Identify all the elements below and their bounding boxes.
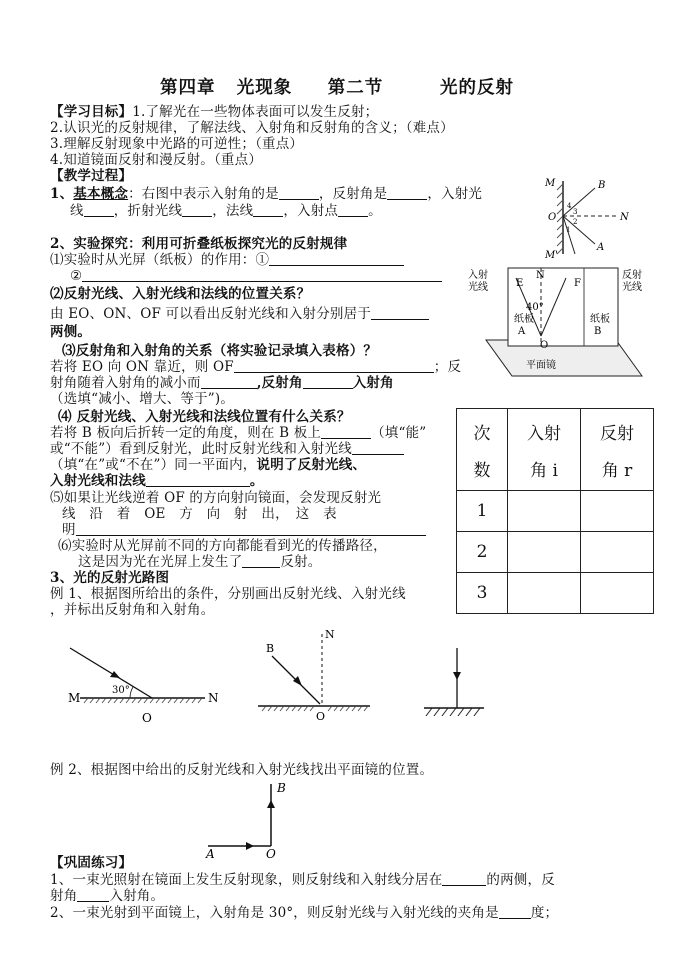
fig-mirror-n2: 2 xyxy=(573,218,578,226)
table-row-3-label: 3 xyxy=(457,573,508,614)
table-cell[interactable] xyxy=(508,491,581,532)
table-header-incident: 入射 角 i xyxy=(508,409,581,491)
fig-mirror-o: O xyxy=(548,212,557,223)
blank-incident-angle[interactable] xyxy=(279,186,319,200)
fig1-angle: 30° xyxy=(112,685,130,696)
table-row-2-label: 2 xyxy=(457,532,508,573)
board-left-label-1: 入射 xyxy=(468,270,488,281)
blank-compare[interactable] xyxy=(303,375,353,389)
blank-sides[interactable] xyxy=(371,306,429,320)
fig1-o: O xyxy=(142,711,152,725)
blank-angle-relation[interactable] xyxy=(77,888,109,902)
table-cell[interactable] xyxy=(508,532,581,573)
q1-line-1: 1、基本概念：右图中表示入射角的是 ，反射角是 ，入射光 xyxy=(50,186,483,202)
blank-incident-ray[interactable] xyxy=(84,203,114,217)
q2-s2a: 由 EO、ON、OF 可以看出反射光线和入射分别居于 xyxy=(50,306,429,322)
q2-s2: ⑵反射光线、入射光线和法线的位置关系？ xyxy=(50,286,311,302)
practice-2: 2、一束光射到平面镜上，入射角是 30°，则反射光线与入射光线的夹角是 度； xyxy=(50,905,559,921)
board-n: N xyxy=(536,270,545,281)
objective-line-3: 3.理解反射现象中光路的可逆性；（重点） xyxy=(50,136,304,152)
q2-s2b: 两侧。 xyxy=(50,324,92,340)
fig2-n: N xyxy=(325,628,335,641)
q3-ex1b: ，并标出反射角和入射角。 xyxy=(50,602,215,618)
fig4-o: O xyxy=(266,847,276,861)
board-b-1: 纸板 xyxy=(590,314,610,325)
blank-screen-role-1[interactable] xyxy=(269,252,404,266)
fig-mirror-m: M xyxy=(545,178,556,189)
fig2-b: B xyxy=(266,642,275,655)
q1-line-2: 线 ，折射光线 ，法线 ，入射点 。 xyxy=(70,203,382,219)
q3-ex1a: 例 1、根据图所给出的条件，分别画出反射光线、入射光线 xyxy=(50,586,406,602)
fig4-a: A xyxy=(206,847,215,861)
blank-incident-point[interactable] xyxy=(338,203,368,217)
objectives-label: 【学习目标】 xyxy=(50,104,133,120)
page-title xyxy=(160,74,514,99)
q2-s1: ⑴实验时从光屏（纸板）的作用：① xyxy=(50,252,404,268)
fig-mirror-b: B xyxy=(598,180,606,191)
objective-line-2: 2.认识光的反射规律，了解法线、入射角和反射角的含义；（难点） xyxy=(50,120,454,136)
blank-screen-role-2[interactable] xyxy=(82,268,442,282)
board-e: E xyxy=(516,278,524,289)
fig4-b: B xyxy=(277,781,286,795)
blank-reversible[interactable] xyxy=(76,522,426,536)
fig-mirror-a: A xyxy=(597,242,605,253)
example-figure-1 xyxy=(60,630,230,730)
practice-label: 【巩固练习】 xyxy=(50,855,133,871)
title-chapter: 第四章 xyxy=(160,78,216,98)
blank-normal[interactable] xyxy=(253,203,283,217)
blank-law[interactable] xyxy=(146,473,250,487)
q2-s4a: 若将 B 板向后折转一定的角度，则在 B 板上 （填“能” xyxy=(50,425,427,441)
board-o: O xyxy=(540,340,549,351)
q2-s3a: 若将 EO 向 ON 靠近，则 OF ；反 xyxy=(50,359,462,375)
record-table xyxy=(456,408,654,614)
table-header-count: 次 数 xyxy=(457,409,508,491)
blank-diffuse[interactable] xyxy=(242,554,280,568)
board-a-2: A xyxy=(518,326,526,337)
board-right-label-1: 反射 xyxy=(622,270,642,281)
objective-line-1: 【学习目标】1.了解光在一些物体表面可以发生反射； xyxy=(50,104,379,120)
q2-s3: ⑶反射角和入射角的关系（将实验记录填入表格）？ xyxy=(62,343,378,359)
table-cell[interactable] xyxy=(581,573,654,614)
example-figure-4 xyxy=(196,778,306,860)
ex2-text: 例 2、根据图中给出的反射光线和入射光线找出平面镜的位置。 xyxy=(50,762,434,778)
blank-can-see[interactable] xyxy=(321,425,371,439)
practice-1a: 1、一束光照射在镜面上发生反射现象，则反射线和入射线分居在 的两侧，反 xyxy=(50,872,555,888)
blank-of-motion[interactable] xyxy=(234,359,434,373)
q2-s4: ⑷ 反射光线、入射光线和法线位置有什么关系？ xyxy=(58,409,351,425)
fig-mirror-n4: 4 xyxy=(567,202,572,210)
q2-s3c: （选填“减小、增大、等于”)。 xyxy=(50,391,235,407)
blank-reflect-angle[interactable] xyxy=(387,186,427,200)
q3-heading: 3、光的反射光路图 xyxy=(50,570,170,586)
practice-1b: 射角 入射角。 xyxy=(50,888,165,904)
board-left-label-2: 光线 xyxy=(468,282,488,293)
example-figure-2 xyxy=(248,624,378,724)
board-right-label-2: 光线 xyxy=(622,282,642,293)
objective-line-4: 4.知道镜面反射和漫反射。（重点） xyxy=(50,152,263,168)
mirror-angle-figure xyxy=(540,176,630,261)
q2-heading: 2、实验探究：利用可折叠纸板探究光的反射规律 xyxy=(50,236,348,252)
board-mirror: 平面镜 xyxy=(526,360,556,371)
q2-s4d: 入射光线和法线 。 xyxy=(50,473,264,489)
fig-mirror-n3: 3 xyxy=(573,208,578,216)
q2-s6b: 这是因为光在光屏上发生了 反射。 xyxy=(78,554,322,570)
board-a-1: 纸板 xyxy=(514,314,534,325)
q2-s3b: 射角随着入射角的减小而 ,反射角 入射角 xyxy=(50,375,394,391)
table-cell[interactable] xyxy=(508,573,581,614)
q2-s5b: 线 沿 着 OE 方 向 射 出， 这 表 xyxy=(62,506,337,522)
table-header-reflect: 反射 角 r xyxy=(581,409,654,491)
q2-s6a: ⑹实验时从光屏前不同的方向都能看到光的传播路径， xyxy=(58,538,387,554)
example-figure-3 xyxy=(412,640,502,720)
q2-s5c: 明 xyxy=(62,522,426,538)
folding-board-figure xyxy=(466,264,646,386)
title-topic: 光现象 xyxy=(236,78,293,98)
blank-coplanar[interactable] xyxy=(352,441,404,455)
blank-angle-sum[interactable] xyxy=(499,905,531,919)
blank-normal-sides[interactable] xyxy=(442,872,486,886)
q2-s4b: 或“不能”）看到反射光，此时反射光线和入射光线 xyxy=(50,441,404,457)
board-angle: 40° xyxy=(526,302,544,313)
table-cell[interactable] xyxy=(581,532,654,573)
fig2-o: O xyxy=(316,710,326,723)
q2-s1b: ② xyxy=(70,268,442,284)
title-name: 光的反射 xyxy=(440,78,514,98)
fig-mirror-n: N xyxy=(620,212,629,223)
table-row-1-label: 1 xyxy=(457,491,508,532)
q2-s5a: ⑸如果让光线逆着 OF 的方向射向镜面，会发现反射光 xyxy=(50,490,382,506)
q2-s4c: （填“在”或“不在”）同一平面内，说明了反射光线、 xyxy=(50,457,367,473)
process-label: 【教学过程】 xyxy=(50,168,133,184)
fig-mirror-m2: M' xyxy=(545,250,558,261)
title-section: 第二节 xyxy=(327,78,384,98)
fig1-m: M xyxy=(68,691,81,705)
blank-refracted-ray[interactable] xyxy=(182,203,212,217)
board-f: F xyxy=(574,278,581,289)
fig1-n: N xyxy=(208,691,219,705)
board-b-2: B xyxy=(594,326,602,337)
fig-mirror-n1: 1 xyxy=(566,226,571,234)
blank-reflect-change[interactable] xyxy=(201,375,257,389)
table-cell[interactable] xyxy=(581,491,654,532)
